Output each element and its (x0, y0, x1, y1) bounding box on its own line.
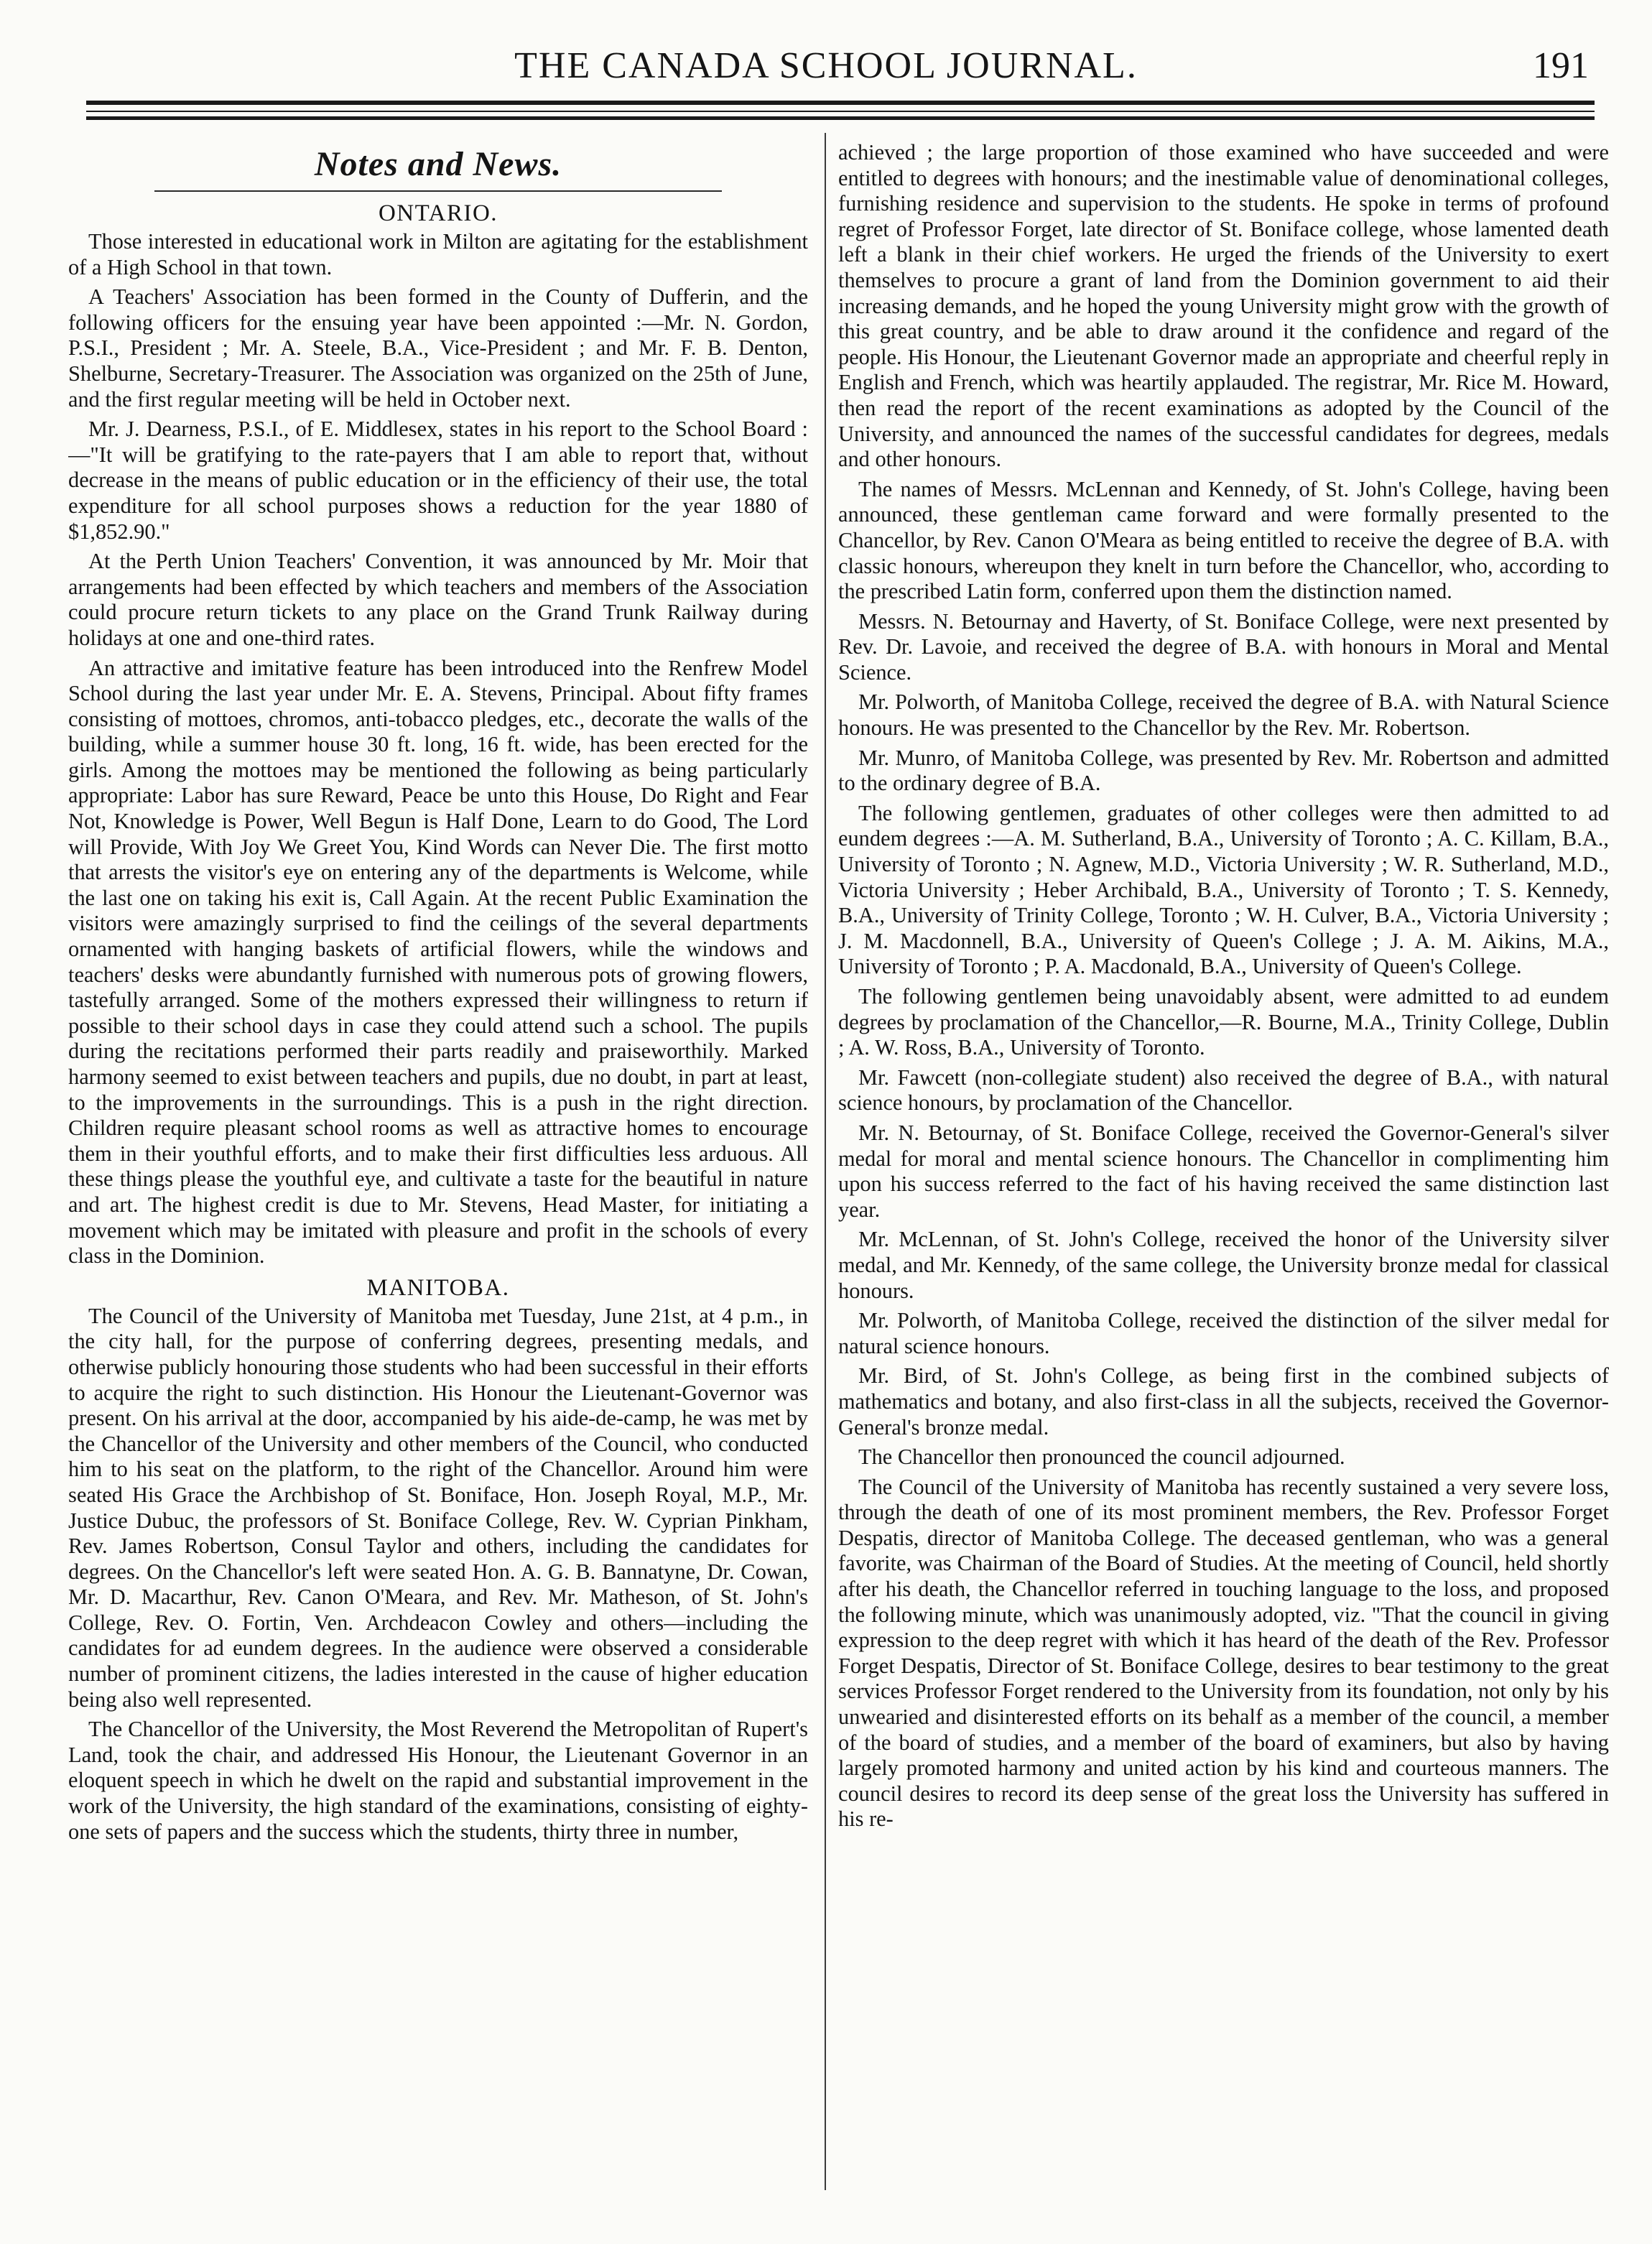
ontario-paragraph: Those interested in educational work in Milton are agitating for the establishment of a High School in that town. (68, 229, 808, 279)
ontario-paragraph: An attractive and imitative feature has been introduced into the Renfrew Model School during the last year under Mr. E. A. Stevens, Principal. About fifty frames consisting of mottoes, chromos, anti-tobacco pledges, etc., decorate the walls of the building, while a summer house 30 ft. long, 16 ft. wide, has been erected for the girls. Among the mottoes may be mentioned the following as being particularly appropriate: Labor has sure Reward, Peace be unto this House, Do Right and Fear Not, Knowledge is Power, Well Begun is Half Done, Learn to do Good, The Lord will Provide, With Joy We Greet You, Kind Words can Never Die. The first motto that arrests the visitor's eye on entering any of the departments is Welcome, while the last one on taking his exit is, Call Again. At the recent Public Examination the visitors were amazingly surprised to find the ceilings of the several departments ornamented with hanging baskets of artificial flowers, while the windows and teachers' desks were abundantly furnished with numerous pots of growing flowers, tastefully arranged. Some of the mothers expressed their willingness to return if possible to their school days in case they could attend such a school. The pupils during the recitations performed their parts readily and praiseworthily. Marked harmony seemed to exist between teachers and pupils, due no doubt, in part at least, to the improvements in the surroundings. This is a push in the right direction. Children require pleasant school rooms as well as attractive homes to encourage them in their youthful efforts, and to make their first difficulties less arduous. All these things please the youthful eye, and cultivate a taste for the beautiful in nature and art. The highest credit is due to Mr. Stevens, Head Master, for initiating a movement which may be imitated with pleasure and profit in the schools of every class in the Dominion. (68, 655, 808, 1269)
section-title-rule (154, 190, 722, 192)
header-rule-thin (86, 111, 1595, 112)
right-paragraph: Mr. Fawcett (non-collegiate student) also received the degree of B.A., with natural science honours, by proclamation of the Chancellor. (838, 1065, 1609, 1116)
right-column (838, 140, 1609, 2201)
header-rule-thick (86, 101, 1595, 105)
column-divider (825, 133, 826, 2190)
section-title: Notes and News. (314, 145, 562, 183)
ontario-paragraph: At the Perth Union Teachers' Convention, it was announced by Mr. Moir that arrangements had been effected by which teachers and members of the Association could procure return tickets to any place on the Grand Trunk Railway during holidays at one and one-third rates. (68, 549, 808, 650)
right-paragraph: Mr. Bird, of St. John's College, as being first in the combined subjects of mathematics and botany, and also first-class in all the subjects, received the Governor-General's bronze medal. (838, 1363, 1609, 1439)
right-paragraph: Mr. Polworth, of Manitoba College, received the distinction of the silver medal for natural science honours. (838, 1308, 1609, 1358)
left-column (68, 140, 808, 2201)
header-rule-lower (86, 116, 1595, 120)
right-paragraph: achieved ; the large proportion of those examined who have succeeded and were entitled to degrees with honours; and the inestimable value of denominational colleges, furnishing residence and supervision to the students. He spoke in terms of profound regret of Professor Forget, late director of St. Boniface college, whose lamented death left a blank in their chief workers. He urged the friends of the University to exert themselves to procure a grant of land from the Dominion government to aid their increasing demands, and he hoped the young University might grow with the growth of this great country, and be able to draw around it the confidence and regard of the people. His Honour, the Lieutenant Governor made an appropriate and cheerful reply in English and French, which was heartily applauded. The registrar, Mr. Rice M. Howard, then read the report of the recent examinations as adopted by the Council of the University, and announced the names of the successful candidates for degrees, medals and other honours. (838, 140, 1609, 472)
right-paragraph: Mr. N. Betournay, of St. Boniface College, received the Governor-General's silver medal for moral and mental science honours. The Chancellor in complimenting him upon his success referred to the fact of his having received the same distinction last year. (838, 1120, 1609, 1222)
right-paragraph: The names of Messrs. McLennan and Kennedy, of St. John's College, having been announced, these gentleman came forward and were formally presented to the Chancellor, by Rev. Canon O'Meara as being entitled to receive the degree of B.A. with classic honours, whereupon they knelt in turn before the Chancellor, who, according to the prescribed Latin form, conferred upon them the distinction named. (838, 476, 1609, 604)
right-paragraph: The Chancellor then pronounced the council adjourned. (858, 1445, 1345, 1470)
subhead-ontario: ONTARIO. (378, 200, 498, 226)
manitoba-paragraph: The Council of the University of Manitoba met Tuesday, June 21st, at 4 p.m., in the city hall, for the purpose of conferring degrees, presenting medals, and otherwise publicly honouring those students who had been successful in their efforts to acquire the right to such distinction. His Honour the Lieutenant-Governor was present. On his arrival at the door, accompanied by his aide-de-camp, he was met by the Chancellor of the University and other members of the Council, who conducted him to his seat on the platform, to the right of the Chancellor. Around him were seated His Grace the Archbishop of St. Boniface, Hon. Joseph Royal, M.P., Mr. Justice Dubuc, the professors of St. Boniface College, Rev. W. Cyprian Pinkham, Rev. James Robertson, Consul Taylor and others, including the candidates for degrees. On the Chancellor's left were seated Hon. A. G. B. Bannatyne, Dr. Cowan, Mr. D. Macarthur, Rev. Canon O'Meara, and Rev. Mr. Matheson, of St. John's College, Rev. O. Fortin, Ven. Archdeacon Cowley and others—including the candidates for ad eundem degrees. In the audience were observed a considerable number of prominent citizens, the ladies interested in the cause of higher education being also well represented. (68, 1303, 808, 1712)
right-paragraph: The following gentlemen, graduates of other colleges were then admitted to ad eundem degrees :—A. M. Sutherland, B.A., University of Toronto ; A. C. Killam, B.A., University of Toronto ; N. Agnew, M.D., Victoria University ; W. R. Sutherland, M.D., Victoria University ; Heber Archibald, B.A., University of Toronto ; T. S. Kennedy, B.A., University of Trinity College, Toronto ; W. H. Culver, B.A., Victoria University ; J. M. Macdonnell, B.A., University of Queen's College ; J. A. M. Aikins, M.A., University of Toronto ; P. A. Macdonald, B.A., University of Queen's College. (838, 800, 1609, 979)
page-number: 191 (1533, 45, 1589, 86)
running-head (86, 42, 1595, 99)
right-paragraph: The Council of the University of Manitoba has recently sustained a very severe loss, through the death of one of its most prominent members, the Rev. Professor Forget Despatis, director of Manitoba College. The deceased gentleman, who was a general favorite, was Chairman of the Board of Studies. At the meeting of Council, held shortly after his death, the Chancellor referred in touching language to the loss, and proposed the following minute, which was unanimously adopted, viz. "That the council in giving expression to the deep regret with which it has heard of the death of the Rev. Professor Forget Despatis, Director of St. Boniface College, desires to bear testimony to the great services Professor Forget rendered to the University from its foundation, not only by his unwearied and disinterested efforts on its behalf as a member of the council, a member of the board of studies, and a member of the board of examiners, but also by having largely promoted harmony and united action by his kind and courteous manners. The council desires to record its deep sense of the great loss the University has suffered in his re- (838, 1474, 1609, 1832)
manitoba-paragraph: The Chancellor of the University, the Most Reverend the Metropolitan of Rupert's Land, took the chair, and addressed His Honour, the Lieutenant Governor in an eloquent speech in which he dwelt on the rapid and substantial improvement in the work of the University, the high standard of the examinations, consisting of eighty-one sets of papers and the success which the students, thirty three in number, (68, 1717, 808, 1844)
right-paragraph: Messrs. N. Betournay and Haverty, of St. Boniface College, were next presented by Rev. Dr. Lavoie, and received the degree of B.A. with honours in Moral and Mental Science. (838, 608, 1609, 685)
subhead-manitoba: MANITOBA. (366, 1274, 510, 1301)
ontario-paragraph: A Teachers' Association has been formed in the County of Dufferin, and the following officers for the ensuing year have been appointed :—Mr. N. Gordon, P.S.I., President ; Mr. A. Steele, B.A., Vice-President ; and Mr. F. B. Denton, Shelburne, Secretary-Treasurer. The Association was organized on the 25th of June, and the first regular meeting will be held in October next. (68, 284, 808, 412)
right-paragraph: Mr. McLennan, of St. John's College, received the honor of the University silver medal, and Mr. Kennedy, of the same college, the University bronze medal for classical honours. (838, 1227, 1609, 1303)
ontario-paragraph: Mr. J. Dearness, P.S.I., of E. Middlesex, states in his report to the School Board :—"It will be gratifying to the rate-payers that I am able to report that, without decrease in the means of public education or in the efficiency of their use, the total expenditure for all school purposes shows a reduction for the year 1880 of $1,852.90." (68, 417, 808, 544)
right-paragraph: Mr. Polworth, of Manitoba College, received the degree of B.A. with Natural Science honours. He was presented to the Chancellor by the Rev. Mr. Robertson. (838, 690, 1609, 741)
right-paragraph: The following gentlemen being unavoidably absent, were admitted to ad eundem degrees by proclamation of the Chancellor,—R. Bourne, M.A., Trinity College, Dublin ; A. W. Ross, B.A., University of Toronto. (838, 984, 1609, 1060)
journal-title: THE CANADA SCHOOL JOURNAL. (514, 45, 1138, 86)
right-paragraph: Mr. Munro, of Manitoba College, was presented by Rev. Mr. Robertson and admitted to the ordinary degree of B.A. (838, 745, 1609, 796)
